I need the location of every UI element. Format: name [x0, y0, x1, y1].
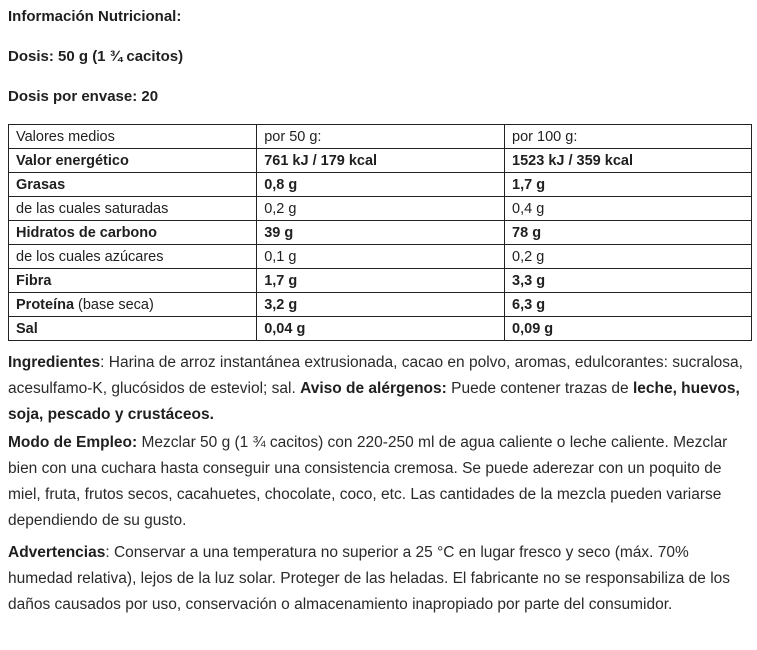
nutrient-label-cell: [9, 221, 257, 245]
nutrient-label: de las cuales saturadas: [16, 200, 169, 217]
usage-label: Modo de Empleo:: [8, 434, 138, 451]
value-per-100g: 0,2 g: [505, 245, 752, 269]
value-per-50g: por 50 g:: [257, 125, 505, 149]
nutrition-row: [9, 221, 752, 245]
nutrient-label: Sal: [16, 320, 38, 337]
nutrition-row: [9, 317, 752, 341]
value-per-50g: 1,7 g: [257, 269, 505, 293]
nutrient-label-suffix: (base seca): [74, 296, 154, 313]
nutrient-label: Grasas: [16, 176, 66, 193]
nutrient-label-cell: [9, 317, 257, 341]
value-per-100g: 1523 kJ / 359 kcal: [505, 149, 752, 173]
nutrient-label: de los cuales azúcares: [16, 248, 164, 265]
nutrient-label-cell: [9, 245, 257, 269]
value-per-100g: 6,3 g: [505, 293, 752, 317]
value-per-100g: 78 g: [505, 221, 752, 245]
ingredients-text: : Harina de arroz instantánea extrusionada, cacao en polvo, aromas, edulcorantes: sucralosa, acesulfamo-K, glucósidos de esteviol; sal.: [8, 354, 743, 397]
nutrient-label: Proteína: [16, 296, 75, 313]
nutrition-row: [9, 197, 752, 221]
value-per-50g: 761 kJ / 179 kcal: [257, 149, 505, 173]
nutrient-label-cell: [9, 149, 257, 173]
nutrition-row: [9, 269, 752, 293]
value-per-100g: por 100 g:: [505, 125, 752, 149]
servings-line: Dosis por envase: 20: [8, 88, 159, 105]
value-per-50g: 0,2 g: [257, 197, 505, 221]
nutrition-row: [9, 149, 752, 173]
nutrient-label: Valores medios: [16, 128, 115, 145]
nutrient-label: Fibra: [16, 272, 52, 289]
value-per-50g: 0,8 g: [257, 173, 505, 197]
nutrient-label: Valor energético: [16, 152, 129, 169]
usage-text: Mezclar 50 g (1 ¾ cacitos) con 220-250 ml de agua caliente o leche caliente. Mezclar bien con una cuchara hasta conseguir una consistencia cremosa. Se puede aderezar con un poquito de miel, fruta, frutos secos, cacahuetes, chocolate, coco, etc. Las cantidades de la mezcla pueden variarse dependiendo de su gusto.: [8, 434, 728, 529]
warnings-paragraph: [8, 540, 754, 618]
value-per-100g: 0,4 g: [505, 197, 752, 221]
usage-paragraph: [8, 430, 754, 534]
nutrient-label-cell: [9, 125, 257, 149]
nutrition-row: [9, 125, 752, 149]
nutrient-label-cell: [9, 173, 257, 197]
nutrition-row: [9, 245, 752, 269]
nutrition-row: [9, 293, 752, 317]
document-title: Información Nutricional:: [8, 8, 182, 25]
allergen-list: leche, huevos, soja, pescado y crustáceos.: [8, 380, 740, 423]
value-per-100g: 1,7 g: [505, 173, 752, 197]
ingredients-paragraph: [8, 350, 754, 428]
dose-line: Dosis: 50 g (1 ¾ cacitos): [8, 48, 184, 65]
allergen-text: Puede contener trazas de: [446, 380, 633, 397]
value-per-100g: 0,09 g: [505, 317, 752, 341]
value-per-100g: 3,3 g: [505, 269, 752, 293]
warnings-label: Advertencias: [8, 544, 106, 561]
nutrient-label-cell: [9, 269, 257, 293]
nutrition-row: [9, 173, 752, 197]
warnings-text: : Conservar a una temperatura no superior a 25 °C en lugar fresco y seco (máx. 70% humedad relativa), lejos de la luz solar. Proteger de las heladas. El fabricante no se responsabiliza de los daños causados por uso, conservación o almacenamiento inapropiado por parte del consumidor.: [8, 544, 731, 613]
value-per-50g: 0,04 g: [257, 317, 505, 341]
nutrient-label-cell: [9, 197, 257, 221]
value-per-50g: 0,1 g: [257, 245, 505, 269]
nutrient-label-cell: [9, 293, 257, 317]
nutrient-label: Hidratos de carbono: [16, 224, 157, 241]
nutrition-table: [8, 124, 752, 341]
allergen-label: Aviso de alérgenos:: [300, 380, 447, 397]
value-per-50g: 3,2 g: [257, 293, 505, 317]
value-per-50g: 39 g: [257, 221, 505, 245]
ingredients-label: Ingredientes: [8, 354, 101, 371]
nutrition-table-body: [9, 125, 752, 341]
